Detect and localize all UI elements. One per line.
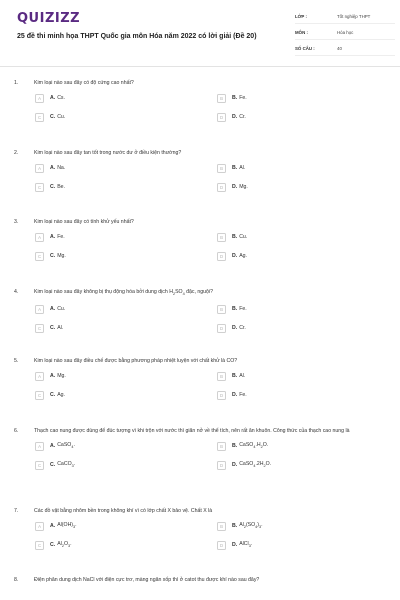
question-4 — [0, 289, 400, 344]
question-number: 1. — [14, 80, 19, 86]
option-letter: D. — [232, 253, 238, 259]
answer-checkbox[interactable]: A — [35, 164, 44, 173]
option-text: Cs. — [57, 95, 65, 101]
question-number: 7. — [14, 508, 19, 514]
option-letter: A. — [50, 165, 56, 171]
answer-option-d[interactable] — [217, 251, 367, 262]
option-text: Na. — [57, 165, 66, 171]
question-head — [0, 150, 400, 158]
option-text: CaSO$_4$. — [57, 442, 75, 450]
answer-option-c[interactable] — [35, 460, 185, 471]
option-letter: D. — [232, 114, 238, 120]
question-text: Điện phân dung dịch NaCl với điện cực trơ, màng ngăn xốp thì ở catot thu được khí nào sau đây? — [34, 577, 260, 583]
option-letter: B. — [232, 95, 238, 101]
answer-options — [0, 232, 400, 272]
answer-checkbox[interactable]: C — [35, 252, 44, 261]
option-text: $CaSO_4.2H_2O$. — [239, 461, 272, 469]
answer-option-d[interactable] — [217, 540, 367, 551]
question-number: 8. — [14, 577, 19, 583]
answer-checkbox[interactable]: A — [35, 305, 44, 314]
question-head — [0, 80, 400, 88]
question-text: Thạch cao nung được dùng để đúc tượng vì khi trộn với nước thì giãn nở về thể tích, nên rất ăn khuôn. Công thức của thạch cao nung là — [34, 428, 350, 434]
question-head — [0, 577, 400, 585]
answer-options — [0, 371, 400, 411]
question-number: 6. — [14, 428, 19, 434]
answer-checkbox[interactable]: B — [217, 233, 226, 242]
answer-checkbox[interactable]: C — [35, 391, 44, 400]
answer-option-b[interactable] — [217, 441, 367, 452]
option-letter: B. — [232, 373, 238, 379]
answer-checkbox[interactable]: D — [217, 461, 226, 470]
answer-option-b[interactable] — [217, 93, 367, 104]
option-letter: B. — [232, 234, 238, 240]
option-text: $CaSO_4.H_2O$. — [239, 442, 269, 450]
option-text: Cr. — [239, 114, 246, 120]
question-head — [0, 428, 400, 436]
question-6 — [0, 428, 400, 481]
answer-option-b[interactable] — [217, 232, 367, 243]
question-number: 2. — [14, 150, 19, 156]
question-text: Kim loại nào sau đây tan tốt trong nước dư ở điều kiện thường? — [34, 150, 182, 156]
answer-checkbox[interactable]: B — [217, 94, 226, 103]
option-letter: A. — [50, 95, 56, 101]
meta-label: MÔN : — [295, 30, 308, 35]
option-text: Fe. — [239, 306, 247, 313]
answer-option-c[interactable] — [35, 390, 185, 401]
question-number: 4. — [14, 289, 19, 295]
question-number: 3. — [14, 219, 19, 225]
answer-checkbox[interactable]: A — [35, 94, 44, 103]
answer-options — [0, 304, 400, 344]
question-7 — [0, 508, 400, 561]
answer-option-b[interactable] — [217, 521, 367, 532]
option-text: $Al(OH)_3$. — [57, 522, 77, 530]
question-head — [0, 508, 400, 516]
option-letter: D. — [232, 542, 238, 548]
answer-checkbox[interactable]: A — [35, 442, 44, 451]
answer-checkbox[interactable]: A — [35, 372, 44, 381]
option-letter: A. — [50, 373, 56, 379]
answer-options — [0, 93, 400, 133]
option-text: Cr. — [239, 325, 246, 332]
answer-checkbox[interactable]: D — [217, 252, 226, 261]
question-2 — [0, 150, 400, 203]
option-text: Be. — [57, 184, 65, 190]
answer-checkbox[interactable]: D — [217, 113, 226, 122]
question-3 — [0, 219, 400, 272]
answer-checkbox[interactable]: D — [217, 541, 226, 550]
option-letter: C. — [50, 325, 56, 332]
question-number: 5. — [14, 358, 19, 364]
question-text: Kim loại nào sau đây có độ cứng cao nhất? — [34, 80, 134, 86]
option-text: Al. — [239, 165, 246, 171]
question-1 — [0, 80, 400, 133]
answer-checkbox[interactable]: A — [35, 522, 44, 531]
option-text: Ag. — [239, 253, 247, 259]
meta-info — [295, 10, 395, 58]
meta-row-count — [295, 42, 395, 56]
option-text: $Al_2(SO_4)_3$. — [239, 522, 263, 530]
option-text: Mg. — [57, 373, 66, 379]
option-letter: A. — [50, 234, 56, 240]
option-text: Fe. — [239, 95, 247, 101]
answer-option-d[interactable] — [217, 112, 367, 123]
option-text: Mg. — [57, 253, 66, 259]
answer-option-c[interactable] — [35, 251, 185, 262]
meta-value: Hóa học — [337, 30, 354, 35]
answer-checkbox[interactable]: C — [35, 183, 44, 192]
answer-option-a[interactable] — [35, 521, 185, 532]
option-text: Fe. — [57, 234, 65, 240]
answer-option-a[interactable] — [35, 304, 185, 315]
meta-value: 40 — [337, 46, 342, 51]
question-5 — [0, 358, 400, 411]
meta-value: Tốt nghiệp THPT — [337, 14, 371, 19]
option-text: Al. — [57, 325, 64, 332]
answer-checkbox[interactable]: C — [35, 113, 44, 122]
answer-options — [0, 521, 400, 561]
answer-checkbox[interactable]: D — [217, 391, 226, 400]
answer-checkbox[interactable]: B — [217, 305, 226, 314]
option-text: Cu. — [57, 306, 66, 313]
answer-option-a[interactable] — [35, 441, 185, 452]
question-head — [0, 289, 400, 299]
answer-option-a[interactable] — [35, 163, 185, 174]
option-text: Al. — [239, 373, 246, 379]
answer-option-d[interactable] — [217, 182, 367, 193]
option-text: Cu. — [57, 114, 66, 120]
answer-option-d[interactable] — [217, 460, 367, 471]
worksheet-title: 25 đề thi minh họa THPT Quốc gia môn Hóa năm 2022 có lời giải (Đề 20) — [17, 33, 257, 40]
answer-option-a[interactable] — [35, 371, 185, 382]
option-text: $Al_2O_3$. — [57, 541, 72, 549]
answer-option-a[interactable] — [35, 93, 185, 104]
answer-option-d[interactable] — [217, 390, 367, 401]
answer-checkbox[interactable]: C — [35, 541, 44, 550]
option-letter: C. — [50, 253, 56, 259]
meta-row-subject — [295, 26, 395, 40]
option-letter: D. — [232, 392, 238, 398]
option-letter: C. — [50, 392, 56, 398]
answer-checkbox[interactable]: B — [217, 522, 226, 531]
answer-option-b[interactable] — [217, 304, 367, 315]
option-letter: C. — [50, 184, 56, 190]
answer-option-b[interactable] — [217, 163, 367, 174]
option-text: CaCO$_3$. — [57, 461, 76, 469]
option-letter: A. — [50, 443, 56, 449]
answer-checkbox[interactable]: C — [35, 461, 44, 470]
answer-option-c[interactable] — [35, 323, 185, 334]
meta-label: LỚP : — [295, 14, 307, 19]
question-text: Kim loại nào sau đây không bị thụ động hóa bởi dung dịch $H_2SO_4$ đặc, nguội? — [34, 289, 213, 297]
option-letter: C. — [50, 462, 56, 468]
answer-checkbox[interactable]: D — [217, 324, 226, 333]
answer-option-c[interactable] — [35, 540, 185, 551]
answer-option-c[interactable] — [35, 112, 185, 123]
option-letter: A. — [50, 523, 56, 529]
question-head — [0, 219, 400, 227]
option-letter: B. — [232, 523, 238, 529]
answer-checkbox[interactable]: D — [217, 183, 226, 192]
option-text: Cu. — [239, 234, 248, 240]
meta-label: SỐ CÂU : — [295, 46, 315, 51]
option-letter: B. — [232, 443, 238, 449]
option-letter: D. — [232, 462, 238, 468]
option-letter: B. — [232, 306, 238, 313]
worksheet-header — [0, 0, 400, 67]
option-letter: D. — [232, 325, 238, 332]
option-letter: D. — [232, 184, 238, 190]
answer-checkbox[interactable]: A — [35, 233, 44, 242]
question-text: Các đồ vật bằng nhôm bền trong không khí vì có lớp chất X bảo vệ. Chất X là — [34, 508, 213, 514]
answer-options — [0, 441, 400, 481]
answer-checkbox[interactable]: B — [217, 164, 226, 173]
question-text: Kim loại nào sau đây điều chế được bằng phương pháp nhiệt luyện với chất khử là CO? — [34, 358, 238, 364]
option-text: Ag. — [57, 392, 65, 398]
option-text: Mg. — [239, 184, 248, 190]
question-head — [0, 358, 400, 366]
option-text: Fe. — [239, 392, 247, 398]
question-text: Kim loại nào sau đây có tính khử yếu nhất? — [34, 219, 134, 225]
answer-option-b[interactable] — [217, 371, 367, 382]
quizizz-logo: QUIZIZZ — [17, 11, 81, 26]
answer-checkbox[interactable]: B — [217, 442, 226, 451]
answer-option-d[interactable] — [217, 323, 367, 334]
meta-row-grade — [295, 10, 395, 24]
option-letter: C. — [50, 114, 56, 120]
answer-option-a[interactable] — [35, 232, 185, 243]
option-letter: B. — [232, 165, 238, 171]
option-letter: C. — [50, 542, 56, 548]
answer-checkbox[interactable]: C — [35, 324, 44, 333]
option-text: AlCl$_3$. — [239, 541, 253, 549]
answer-options — [0, 163, 400, 203]
answer-checkbox[interactable]: B — [217, 372, 226, 381]
option-letter: A. — [50, 306, 56, 313]
question-8 — [0, 577, 400, 585]
answer-option-c[interactable] — [35, 182, 185, 193]
